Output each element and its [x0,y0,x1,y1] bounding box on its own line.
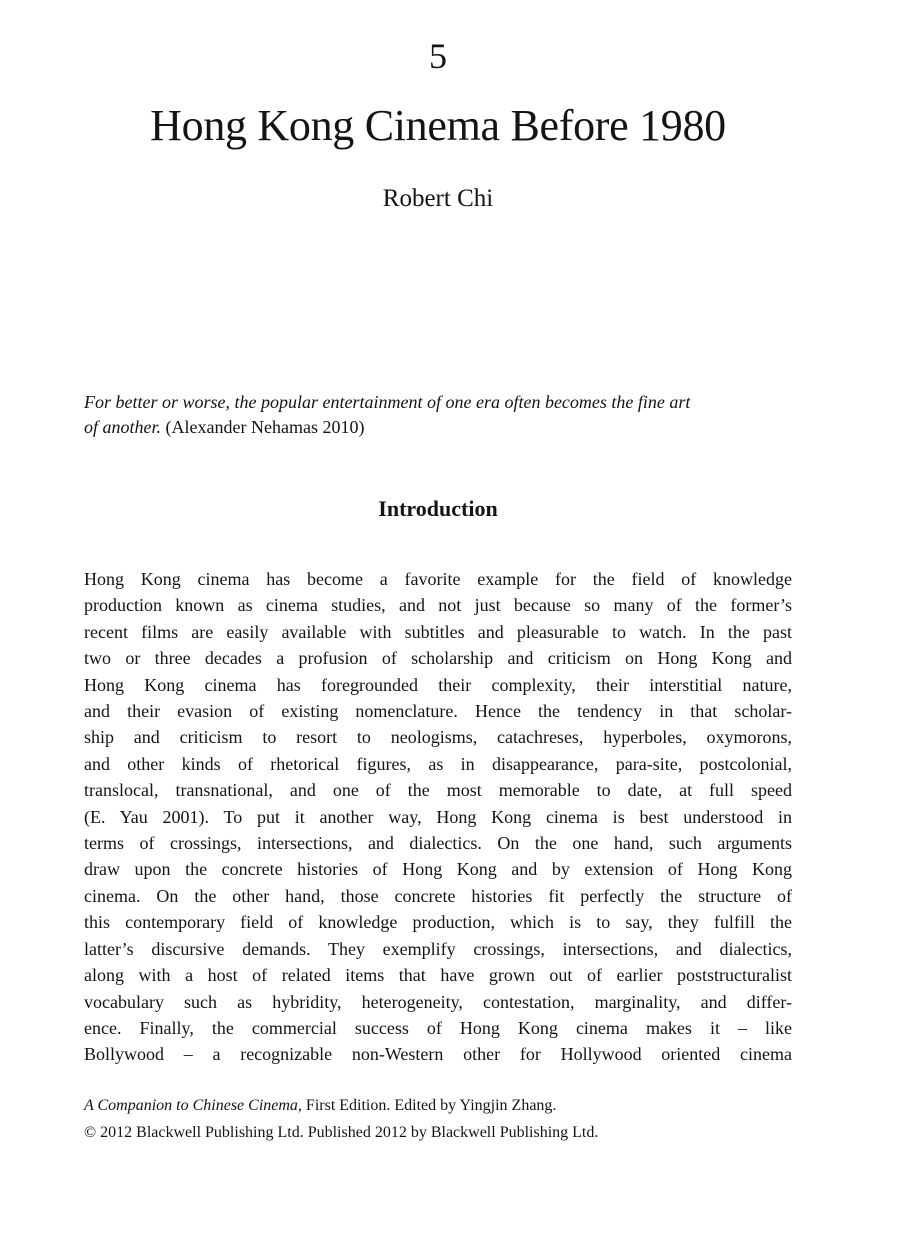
footer-edition-line [84,1092,792,1119]
body-line: terms of crossings, intersections, and dialectics. On the one hand, such arguments [84,833,792,854]
body-line: and their evasion of existing nomenclature. Hence the tendency in that scholar- [84,701,792,722]
epigraph-quote-part1: For better or worse, the popular entertainment of one era often becomes the fine art [84,392,691,412]
body-line: translocal, transnational, and one of the most memorable to date, at full speed [84,780,792,801]
epigraph-line-2 [84,415,774,440]
body-line: ence. Finally, the commercial success of Hong Kong cinema makes it – like [84,1017,792,1038]
body-line: ship and criticism to resort to neologisms, catachreses, hyperboles, oxymorons, [84,727,792,748]
footer-book-title: A Companion to Chinese Cinema [84,1097,298,1114]
page-number: 5 [429,36,447,76]
epigraph-line-1 [84,390,774,415]
epigraph-attribution: (Alexander Nehamas 2010) [161,417,365,437]
epigraph [84,390,774,440]
body-line: recent films are easily available with subtitles and pleasurable to watch. In the past [84,621,792,642]
section-heading: Introduction [378,496,498,521]
body-line: draw upon the concrete histories of Hong Kong and by extension of Hong Kong [84,859,792,880]
body-paragraph [84,566,792,1068]
chapter-title: Hong Kong Cinema Before 1980 [150,101,726,150]
page-footer [84,1092,792,1146]
epigraph-quote-part2: of another. [84,417,162,437]
body-line: cinema. On the other hand, those concrete histories fit perfectly the structure of [84,885,792,906]
body-line: and other kinds of rhetorical figures, as in disappearance, para-site, postcolonial, [84,753,792,774]
body-line: production known as cinema studies, and not just because so many of the former’s [84,595,792,616]
body-line: along with a host of related items that have grown out of earlier poststructuralist [84,965,792,986]
footer-copyright-line: © 2012 Blackwell Publishing Ltd. Published 2012 by Blackwell Publishing Ltd. [84,1124,599,1141]
body-line: two or three decades a profusion of scholarship and criticism on Hong Kong and [84,648,792,669]
body-line: (E. Yau 2001). To put it another way, Hong Kong cinema is best understood in [84,806,792,827]
body-line: latter’s discursive demands. They exemplify crossings, intersections, and dialectics, [84,938,792,959]
chapter-author: Robert Chi [382,185,494,212]
body-line: Hong Kong cinema has become a favorite example for the field of knowledge [84,569,792,589]
footer-edition-text: , First Edition. Edited by Yingjin Zhang. [297,1097,557,1114]
body-line: this contemporary field of knowledge production, which is to say, they fulfill the [84,912,792,933]
body-line: Bollywood – a recognizable non-Western other for Hollywood oriented cinema [84,1044,792,1065]
body-line: vocabulary such as hybridity, heterogeneity, contestation, marginality, and differ- [84,991,792,1012]
body-line: Hong Kong cinema has foregrounded their complexity, their interstitial nature, [84,674,792,695]
